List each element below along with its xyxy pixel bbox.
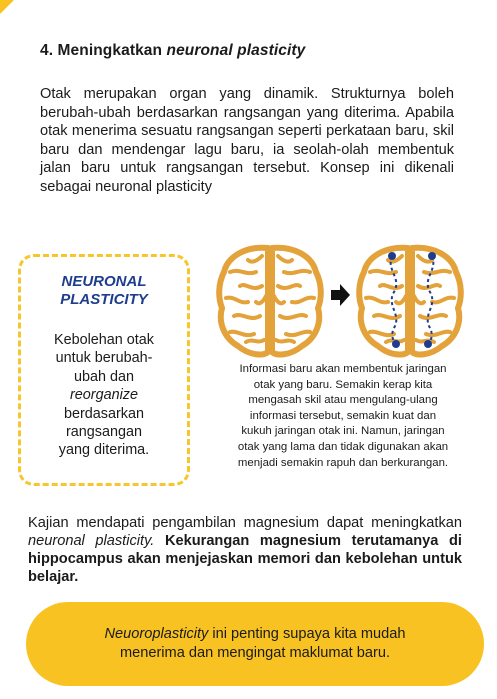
callout-italic-term: Neuoroplasticity — [104, 626, 209, 642]
brain-illustration — [216, 240, 470, 358]
callout-line2: menerima dan mengingat maklumat baru. — [119, 645, 391, 661]
definition-title: NEURONAL PLASTICITY — [60, 273, 148, 308]
definition-box — [18, 254, 190, 486]
conclusion-bold: Kekurangan magnesium terutamanya di hippocampus akan menjejaskan memori dan kebolehan untuk belajar. — [28, 533, 462, 585]
conclusion-text: Kajian mendapati pengambilan magnesium dapat meningkatkan — [28, 515, 462, 531]
section-heading — [40, 42, 305, 60]
conclusion-paragraph — [28, 514, 462, 586]
conclusion-space — [154, 533, 165, 549]
arrow-right-icon — [331, 284, 350, 306]
callout-line1: ini penting supaya kita mudah — [208, 626, 406, 642]
heading-prefix: 4. Meningkatkan — [40, 42, 167, 59]
conclusion-italic: neuronal plasticity. — [28, 533, 155, 549]
callout-pill — [26, 602, 484, 686]
heading-term: neuronal plasticity — [166, 42, 306, 59]
definition-italic-word: reorganize — [70, 387, 138, 404]
illustration-caption: Informasi baru akan membentuk jaringan otak yang baru. Semakin kerap kita mengasah skil atau mengulang-ulang informasi tersebut, semakin kuat dan kukuh jaringan otak ini. Namun, jaringan otak yang lama dan tidak digunakan akan menjadi semakin rapuh dan berkurangan. — [237, 363, 449, 469]
callout-text — [26, 625, 484, 663]
corner-decoration — [0, 0, 14, 14]
definition-text — [31, 331, 177, 460]
brain-after-icon — [359, 248, 461, 355]
definition-text-start: Kebolehan otak untuk berubah- ubah dan — [53, 332, 155, 385]
intro-paragraph: Otak merupakan organ yang dinamik. Strukturnya boleh berubah-ubah berdasarkan rangsangan yang diterima. Apabila otak menerima sesuatu rangsangan seperti perkataan baru, skil baru dan mendengar lagu baru, ia seolah-olah membentuk jalan baru untuk rangsangan tersebut. Konsep ini dikenali sebagai neuronal plasticity — [40, 86, 454, 195]
definition-text-end: berdasarkan rangsangan yang diterima. — [58, 405, 150, 459]
brain-before-icon — [219, 248, 321, 355]
